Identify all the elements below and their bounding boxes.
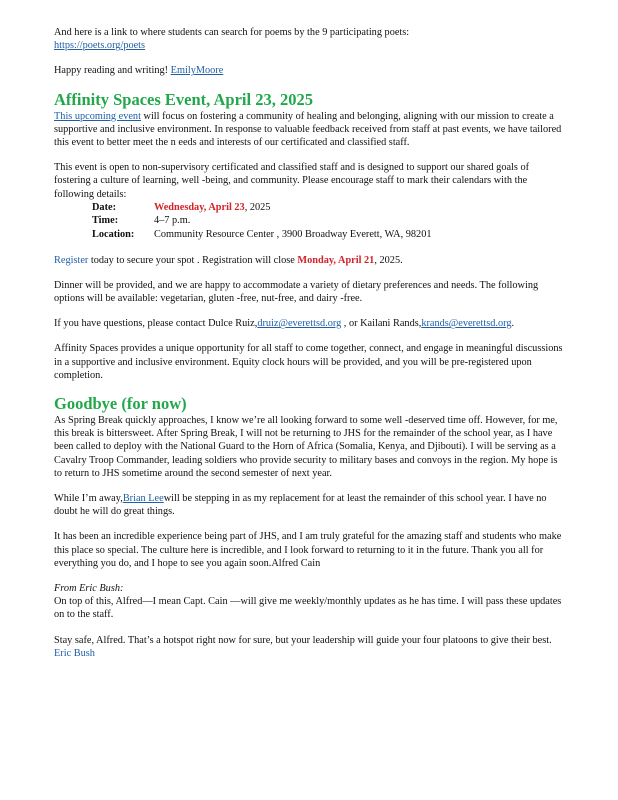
event-details: [92, 201, 432, 242]
register-deadline: Monday, April 21: [297, 254, 375, 266]
date-value: [154, 201, 432, 215]
date-label: Date:: [92, 201, 117, 213]
krands-email-link[interactable]: krands@everettsd.org: [421, 318, 512, 330]
goodbye-paragraph-5: [54, 634, 568, 660]
happy-paragraph: [54, 64, 568, 77]
from-eric-bush: From Eric Bush:: [54, 583, 124, 595]
time-value: 4–7 p.m.: [154, 215, 191, 227]
affinity-paragraph-1: [54, 110, 568, 150]
register-link[interactable]: Register: [54, 254, 89, 266]
register-year: , 2025.: [374, 254, 403, 266]
time-label: Time:: [92, 215, 119, 227]
affinity-paragraph-2: This event is open to non-supervisory certificated and classified staff and is designed to support our shared goals of fostering a culture of learning, well -being, and community. Please encourage staff to mark their calendars with the following details:: [54, 162, 530, 200]
goodbye-p2-rest: will be stepping in as my replacement for at least the remainder of this school year. I have no doubt he will do great things.: [54, 493, 547, 518]
location-value: Community Resource Center , 3900 Broadway Everett, WA, 98201: [154, 229, 432, 241]
poets-link[interactable]: https://poets.org/poets: [54, 40, 146, 52]
goodbye-paragraph-2: [54, 492, 568, 518]
eric-bush-link[interactable]: Eric Bush: [54, 647, 95, 659]
upcoming-event-link[interactable]: This upcoming event: [54, 110, 141, 122]
register-paragraph: [54, 254, 568, 267]
goodbye-paragraph-4: On top of this, Alfred—I mean Capt. Cain —will give me weekly/monthly updates as he has time. I will pass these updates on to the staff.: [54, 596, 562, 621]
register-text: today to secure your spot . Registration will close: [88, 254, 298, 266]
happy-text: Happy reading and writing!: [54, 65, 169, 77]
affinity-closing: Affinity Spaces provides a unique opportunity for all staff to come together, connect, and engage in meaningful discussions in a supportive and inclusive environment. Equity clock hours will be provided, and you will be pre-registered upon completion.: [54, 343, 563, 381]
druiz-email-link[interactable]: druiz@everettsd.org: [257, 318, 342, 330]
poets-paragraph: [54, 26, 568, 52]
document-page: [54, 26, 568, 660]
emily-moore-link[interactable]: EmilyMoore: [170, 65, 224, 77]
contact-paragraph: [54, 317, 568, 330]
goodbye-paragraph-3: It has been an incredible experience being part of JHS, and I am truly grateful for the amazing staff and students who make this place so special. The culture here is incredible, and I look forward to returning to it in the future. Thank you all for everything you do, and I hope to see you again soon.Alfred Cain: [54, 531, 562, 569]
contact-end: .: [511, 318, 515, 330]
poets-text: And here is a link to where students can search for poems by the 9 participating poets:: [54, 27, 410, 38]
affinity-heading: Affinity Spaces Event, April 23, 2025: [54, 89, 313, 109]
goodbye-p5-text: Stay safe, Alfred. That’s a hotspot right now for sure, but your leadership will guide your four platoons to give their best.: [54, 634, 552, 646]
date-year: , 2025: [244, 201, 271, 213]
dinner-paragraph: Dinner will be provided, and we are happy to accommodate a variety of dietary preferences and needs. The following options will be available: vegetarian, gluten -free, nut-free, and dairy -free.: [54, 279, 539, 305]
goodbye-p2-pre: While I’m away,: [54, 493, 123, 505]
time-row: [92, 214, 432, 228]
date-highlight: Wednesday, April 23: [154, 201, 245, 213]
date-row: [92, 201, 432, 215]
contact-text: If you have questions, please contact Dulce Ruiz,: [54, 318, 258, 330]
affinity-p1-text: will focus on fostering a community of healing and belonging, aligning with our mission to create a supportive and inclusive environment. In response to valuable feedback received from staff at past events, we have tailored this event to better meet the n eeds and interests of our certificated and classified staff.: [54, 110, 562, 149]
brian-lee-link[interactable]: Brian Lee: [122, 493, 164, 505]
goodbye-heading: Goodbye (for now): [54, 394, 187, 414]
location-row: [92, 228, 432, 242]
contact-mid: , or Kailani Rands,: [341, 318, 422, 330]
goodbye-paragraph-1: As Spring Break quickly approaches, I know we’re all looking forward to some well -deserved time off. However, for me, this break is bittersweet. After Spring Break, I will not be returning to JHS for the remainder of the school year, as I have been called to deploy with the National Guard to the Horn of Africa (Somalia, Kenya, and Djibouti). I will be serving as a Cavalry Troop Commander, leading soldiers who provide security to military bases and convoys in the region. My hope is to return to JHS sometime around the second semester of next year.: [54, 415, 558, 479]
location-label: Location:: [92, 229, 135, 241]
